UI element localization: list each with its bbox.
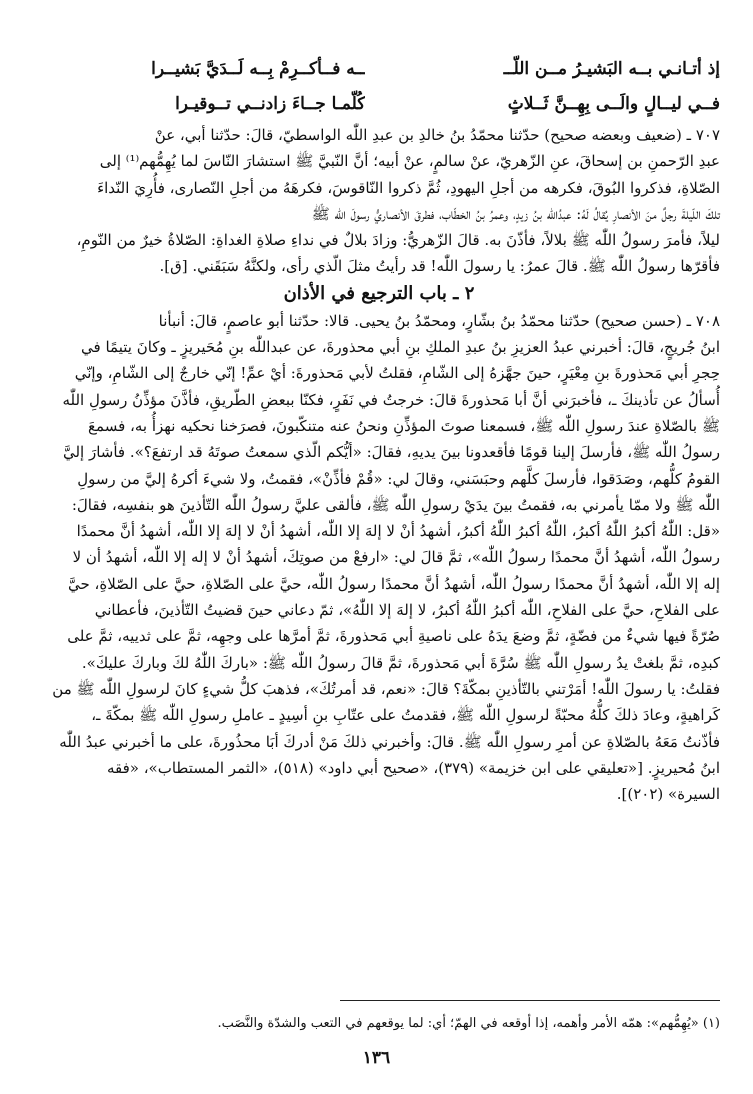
text-line: القومُ كلُّهم، وصَدَقوا، فأرسلَ كلَّهم وحبَسَني، وقالَ لي: «قُمْ فأذِّنْ»، فقمتُ، ولا شيءَ أكرهُ إليَّ من رسولِ [77, 469, 720, 488]
text-line: ٧٠٨ ـ (حسن صحيح) حدّثنا محمّدُ بنُ بشّارٍ، ومحمّدُ بنُ يحيى. قالا: حدّثنا أبو عاصمٍ، قالَ: أنبأنا [158, 311, 720, 330]
page-number: ١٣٦ [362, 1048, 391, 1068]
text-line: تلكَ اللّيلةَ رجلٌ منَ الأنصارِ يُقالُ لَهُ: عبدُاللّٰه بنُ زيدٍ، وعمرُ بنُ الخطّاب، فطرقَ الأنصاريُّ رسولَ اللّٰه ﷺ [311, 204, 720, 223]
text-line: ليلاً، فأمرَ رسولُ اللّٰه ﷺ بلالاً، فأذّنَ به. قالَ الزّهريُّ: وزادَ بلالٌ في نداءِ صلاةِ الغداةِ: الصّلاةُ خيرٌ من النّومِ، [76, 231, 720, 250]
hadith-707 [38, 122, 720, 280]
page-body [38, 52, 720, 807]
text-line: عبدِ الرّحمنِ بن إسحاقَ، عنِ الزّهريّ، عنْ سالمٍ، عنْ أبيه؛ أنَّ النّبيَّ ﷺ استشارَ النّاسَ لما يُهِمُّهم⁽¹⁾ إلى [99, 152, 720, 171]
footnote-divider [340, 1000, 720, 1001]
section-title: ٢ ـ باب الترجيع في الأذان [283, 282, 475, 304]
poem-verse [38, 87, 720, 122]
text-line: صُرّةً فيها شيءٌ من فضّةٍ، ثمَّ وضعَ يدَهُ على ناصيةِ أبي مَحذورةَ، ثمَّ أمرَّها على وجهِه، ثمَّ على ثدييه، ثمَّ على [67, 627, 720, 646]
verse-first-hemistich: إذ أتـانـي بــه البَشيـرُ مــن اللّــ [503, 59, 720, 79]
text-line: ﷺ بالصّلاةِ عندَ رسولِ اللّٰه ﷺ، فسمعنا صوتَ المؤذِّنِ ونحنُ عنه متنكّبونَ، فصرَخنا نحكيه نهزأُ به، فسمعَ [88, 416, 720, 435]
text-line: حِجرِ أبي مَحذورةَ بنِ مِعْيَرٍ، حينَ جهَّزهُ إلى الشّامِ، فقلتُ لأبي مَحذورةَ: أيْ عمِّ! إنّي خارجٌ إلى الشّامِ، وإنّي [74, 364, 720, 383]
text-line: اللّٰه ﷺ ولا ممّا يأمرني به، فقمتُ بينَ يدَيْ رسولِ اللّٰه ﷺ، فألقى عليَّ رسولُ اللّٰه التّأذينَ هو بنفسِه، فقالَ: [71, 495, 720, 514]
text-line: أُسألُ عن تأذينكَ ـ، فأخبرَني أنَّ أبا مَحذورةَ قالَ: خرجتُ في نَفَرٍ، فكنّا ببعضِ الطّريقِ، فأذَّنَ مؤذِّنُ رسولِ اللّٰه [62, 390, 720, 409]
text-line: «قل: اللّٰهُ أكبرُ اللّٰهُ أكبرُ، اللّٰهُ أكبرُ اللّٰهُ أكبرُ، أشهدُ أنْ لا إلهَ إلا اللّٰه، أشهدُ أنْ لا إلهَ إلا اللّٰه، أشهدُ أنَّ محمدًا [76, 522, 720, 541]
text-line: رسولُ اللّٰه ﷺ، فأرسلَ إلينا قومًا فأقعدونا بينَ يديهِ، فقالَ: «أيُّكم الّذي سمعتُ صوتَهُ قد ارتفعَ؟». فأشارَ إليَّ [62, 443, 720, 462]
text-line: كَراهيةٍ، وعادَ ذلكَ كلُّهُ محبّةً لرسولِ اللّٰه ﷺ، فقدمتُ على عتّابِ بنِ أسِيدٍ ـ عاملِ رسولِ اللّٰه ﷺ بمكّةَ ـ، [91, 706, 720, 725]
text-line: ٧٠٧ ـ (ضعيف وبعضه صحيح) حدّثنا محمّدُ بنُ خالدِ بن عبدِ اللّٰه الواسطيّ، قالَ: حدّثنا أبي، عنْ [154, 126, 720, 144]
text-line: إله إلا اللّٰه، أشهدُ أنَّ محمدًا رسولُ اللّٰه، أشهدُ أنَّ محمدًا رسولُ اللّٰه، حيَّ على الصّلاةِ، حيَّ على الصّلاةِ، حيَّ [67, 574, 720, 593]
poem-verse [38, 52, 720, 87]
verse-second-hemistich: ــه فــأكــرِمْ بِــه لَــدَيَّ بَشيــرا [151, 59, 366, 79]
hadith-708 [38, 308, 720, 808]
text-line: الصّلاةِ، فذكروا البُوقَ، فكرهه من أجلِ اليهودِ، ثُمَّ ذكروا النّاقوسَ، فكرهَهُ من أجلِ النّصارى، فأُرِيَ النّداءَ [97, 178, 720, 197]
text-line: رسولُ اللّٰه، أشهدُ أنَّ محمدًا رسولُ اللّٰه»، ثمَّ قالَ لي: «ارفعْ من صوتِكَ، أشهدُ أنْ لا إله إلا اللّٰه، أشهدُ أن لا [72, 548, 720, 567]
verse-first-hemistich: فــي ليــالٍ والَــى بِهِــنَّ ثَــلاثٍ [507, 94, 720, 114]
text-line: السيرة» (٢٠٢)]. [616, 785, 720, 804]
text-line: ابنُ جُريجٍ، قالَ: أخبرني عبدُ العزيزِ بنُ عبدِ الملكِ بنِ أبي محذورةَ، عن عبداللّٰه بنِ مُحَيريزٍ ـ وكانَ يتيمًا في [81, 338, 720, 357]
text-line: على الفلاحِ، حيَّ على الفلاحِ، اللّٰه أكبرُ اللّٰهُ أكبرُ، لا إلهَ إلا اللّٰهُ»، ثمّ دعاني حينَ قضيتُ التّأذينَ، فأعطاني [94, 601, 720, 620]
text-line: ابنُ مُحيريزٍ. [«تعليقي على ابن خزيمة» (٣٧٩)، «صحيح أبي داود» (٥١٨)، «الثمر المستطاب»، «فقه [106, 758, 720, 777]
text-line: فأقرّها رسولُ اللّٰه ﷺ. قالَ عمرُ: يا رسولَ اللّٰه! قد رأيتُ مثلَ الّذي رأى، ولكنَّهُ سَبَقَني. [ق]. [159, 257, 720, 276]
text-line: فأذّنتُ مَعَهُ بالصّلاةِ عن أمرِ رسولِ اللّٰه ﷺ. قالَ: وأخبرني ذلكَ مَنْ أدركَ أبَا محذُورةَ، على ما أخبرني عبدُ اللّٰه [59, 732, 720, 751]
text-line: كبدِه، ثمَّ بلغتْ يدُ رسولِ اللّٰه ﷺ سُرَّةَ أبي مَحذورةَ، ثمَّ قالَ رسولُ اللّٰه ﷺ: «باركَ اللّٰهُ لكَ وباركَ عليكَ». [81, 653, 720, 672]
text-line: فقلتُ: يا رسولَ اللّٰه! أمَرْتني بالتّأذينِ بمكّةَ؟ قالَ: «نعم، قد أمرتُكَ»، فذهبَ كلُّ شيءٍ كانَ لرسولِ اللّٰه ﷺ من [52, 679, 720, 698]
footnote: (١) «يُهِمُّهم»: همّه الأمر وأهمه، إذا أوقعه في الهمّ؛ أي: لما يوقعهم في التعب والشدّة والنَّصَب. [217, 1016, 720, 1031]
verse-second-hemistich: كُلّمـا جــاءَ زادنــي تــوقيـرا [175, 94, 366, 114]
